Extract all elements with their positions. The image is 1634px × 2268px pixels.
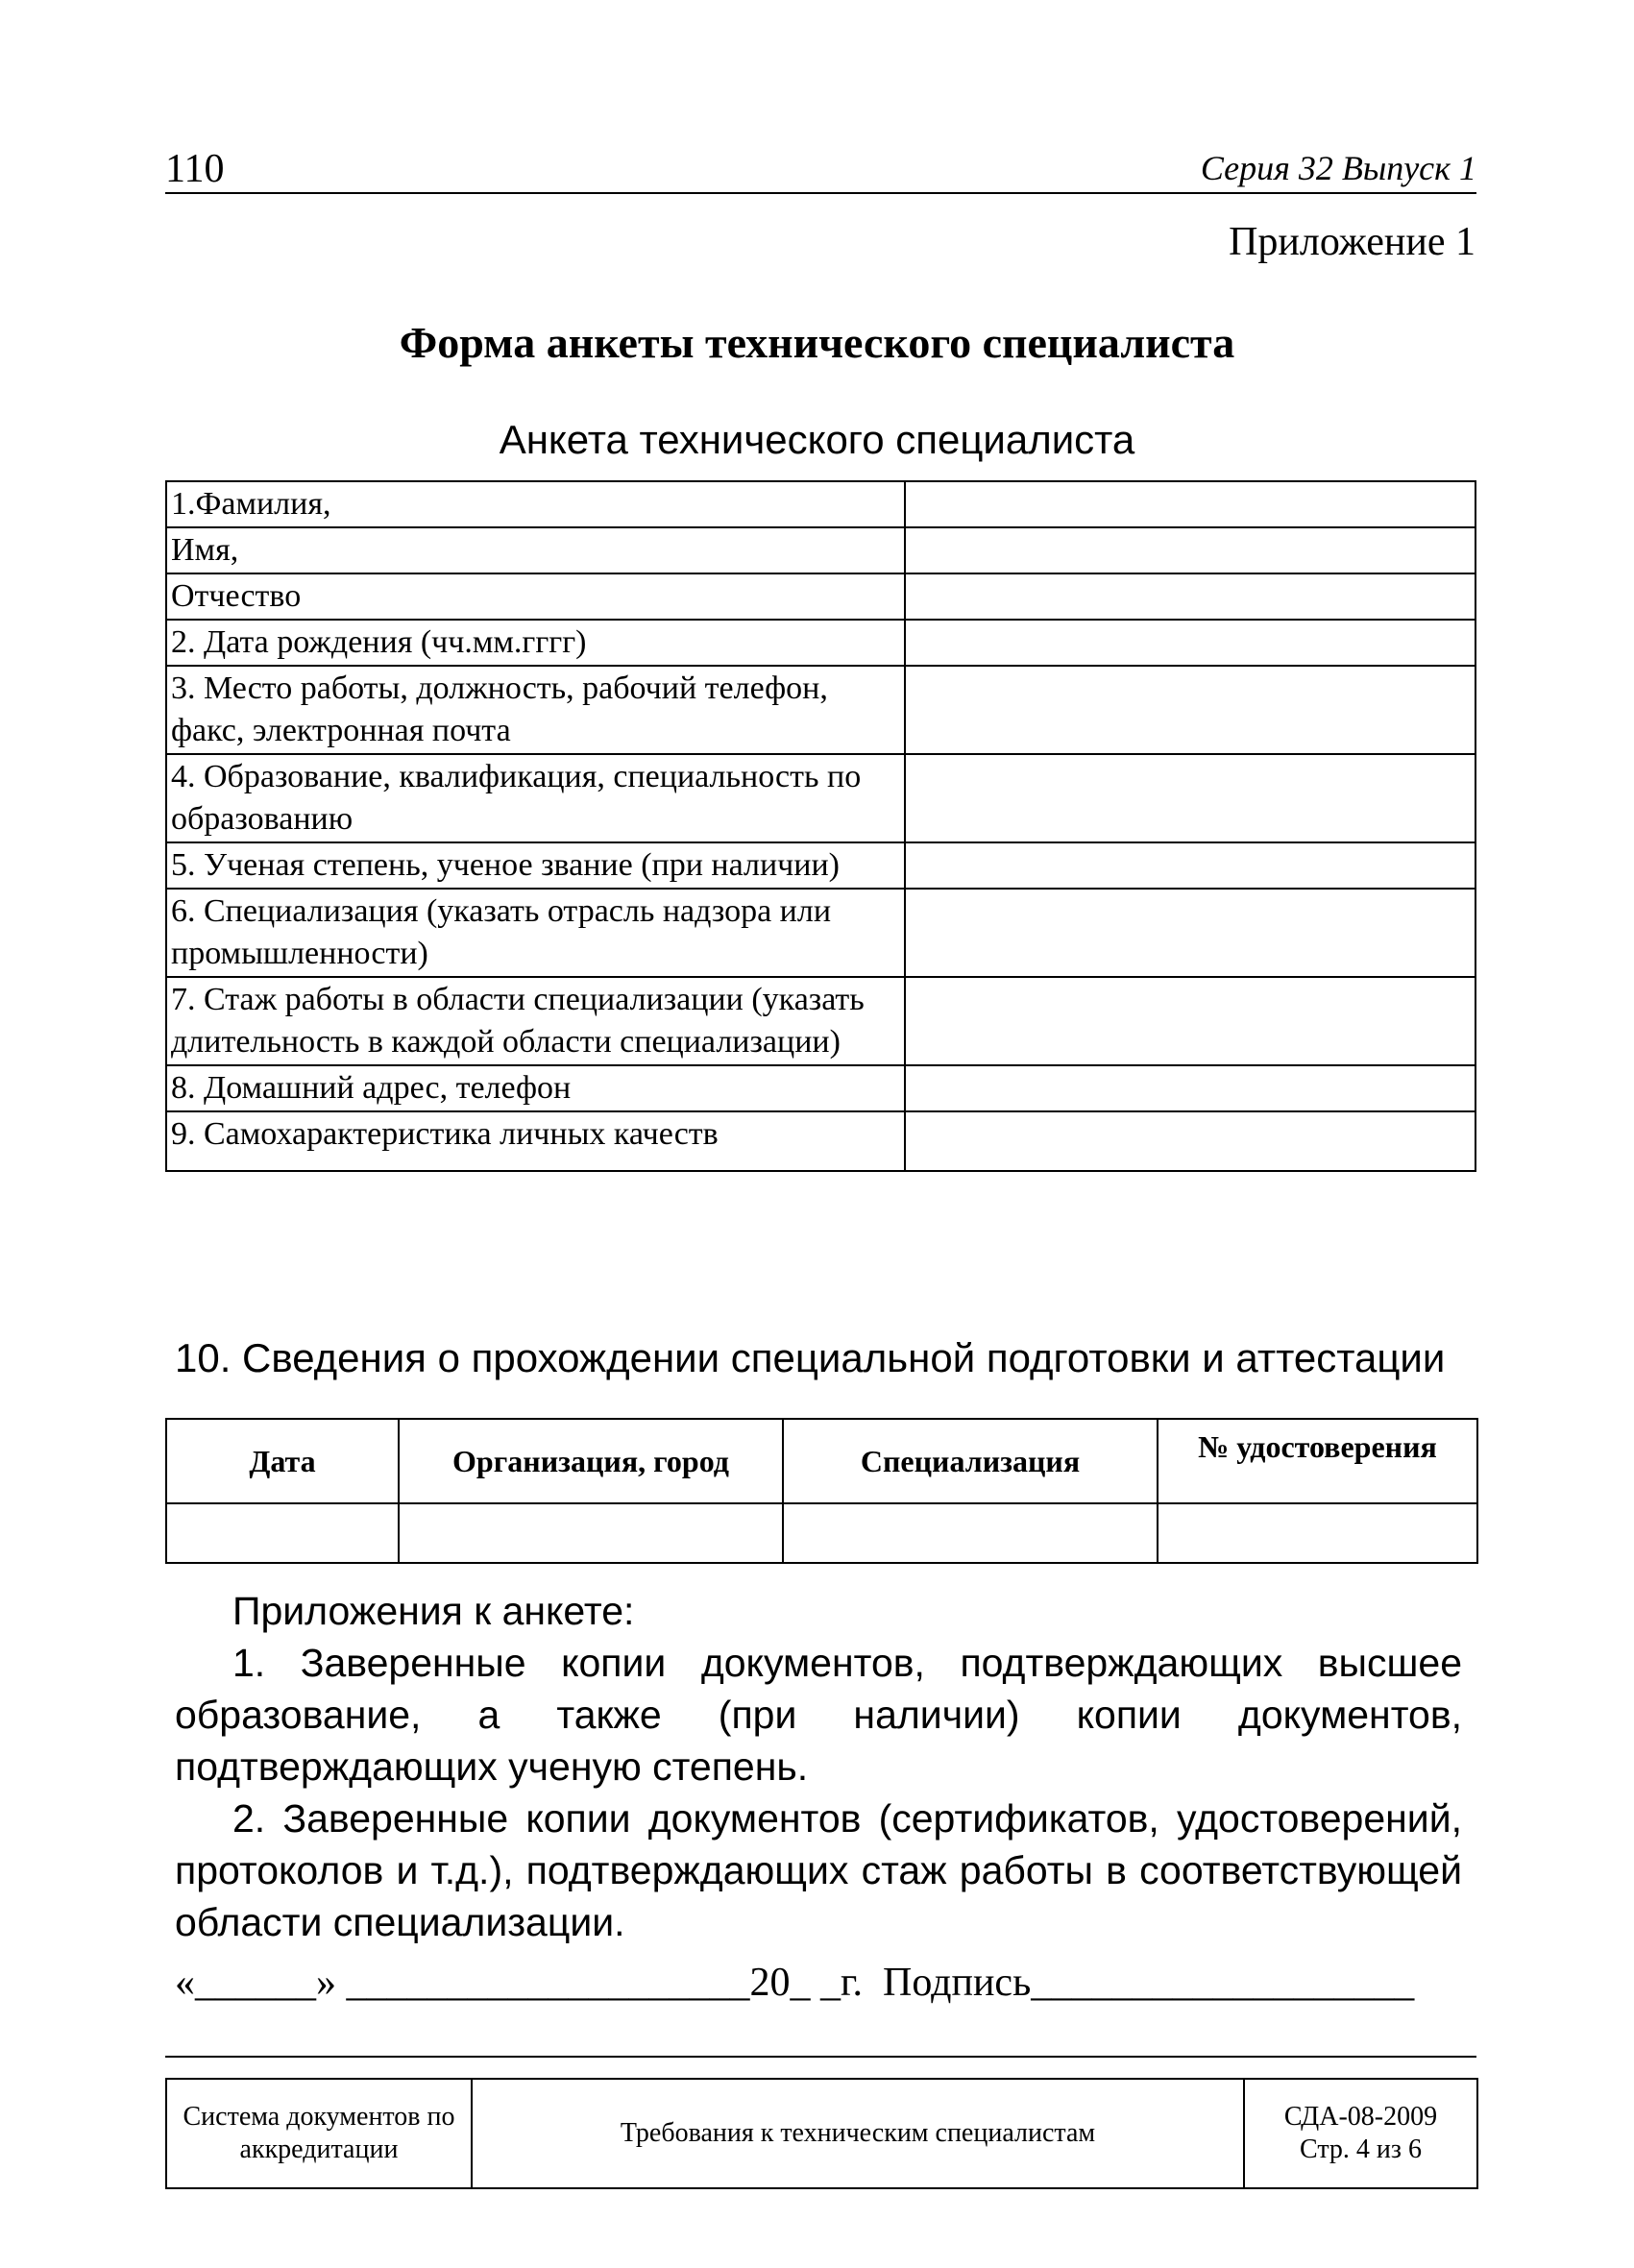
footer-page-info: Стр. 4 из 6 xyxy=(1300,2134,1422,2164)
footer-system-name: Система документов по аккредитации xyxy=(166,2079,472,2188)
table-row xyxy=(166,754,1475,842)
row-label: 6. Специализация (указать отрасль надзора или промышленности) xyxy=(166,889,905,977)
row-label: 4. Образование, квалификация, специальность по образованию xyxy=(166,754,905,842)
table-row xyxy=(166,977,1475,1065)
answer-cell[interactable] xyxy=(905,620,1475,666)
table-row xyxy=(166,620,1475,666)
column-header-organization: Организация, город xyxy=(399,1419,783,1503)
signature-line: «______» ____________________20_ _г. Подпись___________________ xyxy=(175,1961,1415,2005)
answer-cell[interactable] xyxy=(905,1065,1475,1111)
row-label: 1.Фамилия, xyxy=(166,481,905,527)
column-header-certificate-number: № удостоверения xyxy=(1158,1419,1477,1503)
footer-divider xyxy=(165,2056,1476,2058)
row-label: Имя, xyxy=(166,527,905,573)
organization-cell[interactable] xyxy=(399,1503,783,1563)
row-label: 9. Самохарактеристика личных качеств xyxy=(166,1111,905,1171)
footer-document-title: Требования к техническим специалистам xyxy=(472,2079,1244,2188)
table-row xyxy=(166,1503,1477,1563)
attachment-item: 2. Заверенные копии документов (сертификатов, удостоверений, протоколов и т.д.), подтверждающих стаж работы в соответствующей области специализации. xyxy=(175,1796,1462,1944)
table-row xyxy=(166,1065,1475,1111)
table-row xyxy=(166,573,1475,620)
table-row xyxy=(166,481,1475,527)
row-label: 2. Дата рождения (чч.мм.гггг) xyxy=(166,620,905,666)
answer-cell[interactable] xyxy=(905,527,1475,573)
page-header xyxy=(165,146,1476,194)
answer-cell[interactable] xyxy=(905,573,1475,620)
column-header-date: Дата xyxy=(166,1419,399,1503)
footer-doc-code: СДА-08-2009 xyxy=(1283,2102,1438,2132)
answer-cell[interactable] xyxy=(905,481,1475,527)
table-row xyxy=(166,889,1475,977)
row-label: Отчество xyxy=(166,573,905,620)
answer-cell[interactable] xyxy=(905,754,1475,842)
table-row xyxy=(166,1111,1475,1171)
date-cell[interactable] xyxy=(166,1503,399,1563)
appendix-label: Приложение 1 xyxy=(1229,220,1475,264)
attachments-title: Приложения к анкете: xyxy=(232,1589,635,1633)
attachment-item: 1. Заверенные копии документов, подтверждающих высшее образование, а также (при наличии) копии документов, подтверждающих ученую степень. xyxy=(175,1641,1462,1789)
certification-table xyxy=(165,1418,1478,1564)
footer-doc-info xyxy=(1244,2079,1477,2188)
page-number: 110 xyxy=(165,147,225,191)
row-label: 5. Ученая степень, ученое звание (при наличии) xyxy=(166,842,905,889)
row-label: 7. Стаж работы в области специализации (указать длительность в каждой области специализации) xyxy=(166,977,905,1065)
answer-cell[interactable] xyxy=(905,842,1475,889)
certificate-number-cell[interactable] xyxy=(1158,1503,1477,1563)
column-header-specialization: Специализация xyxy=(783,1419,1158,1503)
form-title: Форма анкеты технического специалиста xyxy=(399,318,1235,367)
specialization-cell[interactable] xyxy=(783,1503,1158,1563)
footer-row xyxy=(166,2079,1477,2188)
answer-cell[interactable] xyxy=(905,666,1475,754)
table-row xyxy=(166,527,1475,573)
footer-table xyxy=(165,2078,1478,2189)
answer-cell[interactable] xyxy=(905,1111,1475,1171)
row-label: 8. Домашний адрес, телефон xyxy=(166,1065,905,1111)
answer-cell[interactable] xyxy=(905,977,1475,1065)
info-table xyxy=(165,480,1476,1172)
section-10-title: 10. Сведения о прохождении специальной подготовки и аттестации xyxy=(175,1335,1446,1380)
series-label: Серия 32 Выпуск 1 xyxy=(1200,149,1476,187)
answer-cell[interactable] xyxy=(905,889,1475,977)
attachments-section xyxy=(175,1585,1462,1948)
table-row xyxy=(166,842,1475,889)
survey-title: Анкета технического специалиста xyxy=(499,417,1135,462)
table-row xyxy=(166,666,1475,754)
table-header-row xyxy=(166,1419,1477,1503)
row-label: 3. Место работы, должность, рабочий телефон, факс, электронная почта xyxy=(166,666,905,754)
